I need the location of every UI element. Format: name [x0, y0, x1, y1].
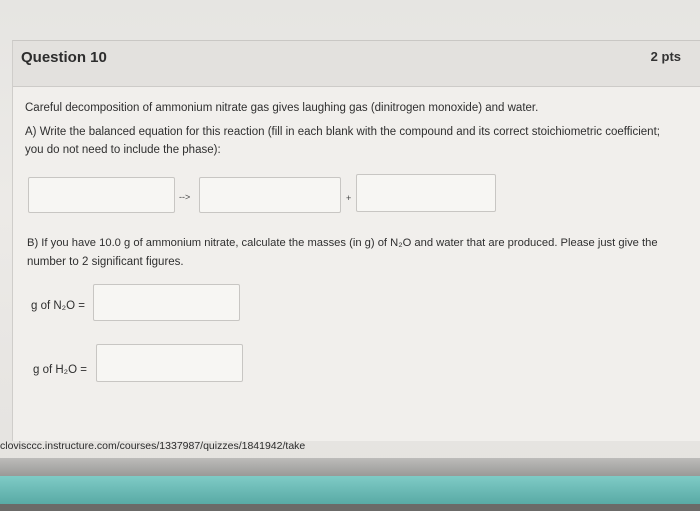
- taskbar: [0, 476, 700, 504]
- h2o-mass-label: g of H₂O =: [33, 364, 88, 376]
- reactant-blank-input[interactable]: [28, 177, 175, 213]
- status-bar-url: clovisccc.instructure.com/courses/1337987/quizzes/1841942/take: [0, 440, 306, 452]
- monitor-bezel: [0, 458, 700, 476]
- part-a-instructions-line2: you do not need to include the phase):: [25, 144, 221, 156]
- part-a-instructions-line1: A) Write the balanced equation for this reaction (fill in each blank with the compound and its correct stoichiometric coefficient;: [25, 126, 660, 138]
- n2o-mass-label: g of N₂O =: [31, 300, 86, 312]
- product2-blank-input[interactable]: [356, 174, 496, 212]
- h2o-mass-input[interactable]: [96, 344, 243, 382]
- product1-blank-input[interactable]: [199, 177, 341, 213]
- part-b-instructions-line2: number to 2 significant figures.: [27, 256, 184, 268]
- plus-sign: +: [346, 193, 352, 203]
- question-points: 2 pts: [650, 49, 681, 64]
- desk-edge: [0, 504, 700, 511]
- question-header: [13, 41, 700, 87]
- reaction-arrow: -->: [179, 192, 191, 202]
- n2o-mass-input[interactable]: [93, 284, 240, 321]
- question-intro: Careful decomposition of ammonium nitrate gas gives laughing gas (dinitrogen monoxide) and water.: [25, 102, 539, 114]
- question-card: [12, 40, 700, 441]
- part-b-instructions-line1: B) If you have 10.0 g of ammonium nitrate, calculate the masses (in g) of N₂O and water that are produced. Please just give the: [27, 237, 658, 249]
- question-title: Question 10: [21, 49, 107, 66]
